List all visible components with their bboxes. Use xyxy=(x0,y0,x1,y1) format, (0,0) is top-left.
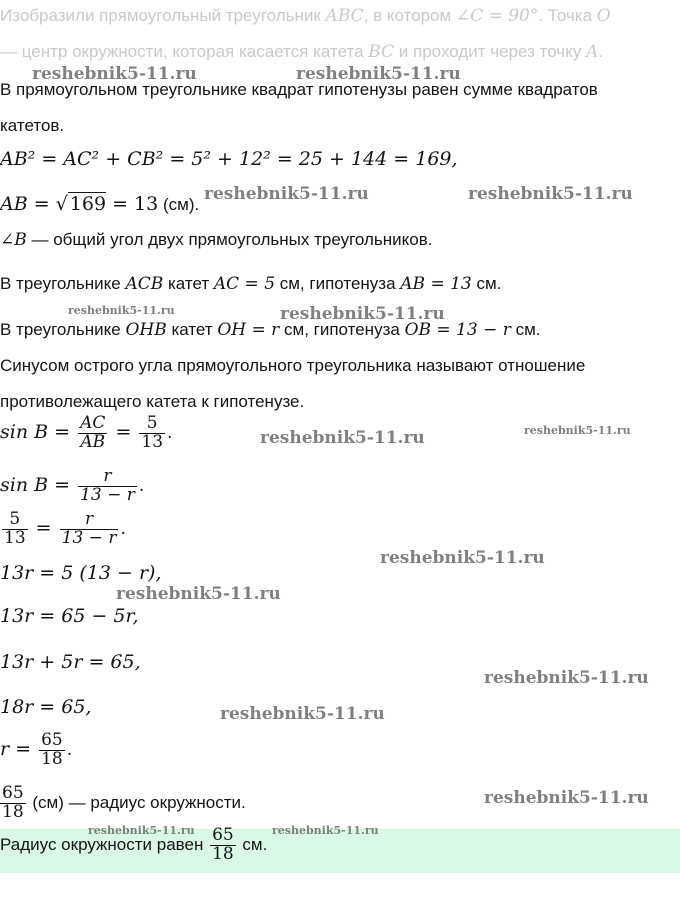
watermark: reshebnik5-11.ru xyxy=(272,824,379,837)
fraction-numerator: r xyxy=(103,466,112,486)
equation-sin-b-2 xyxy=(0,468,144,505)
fraction-denominator: AB xyxy=(78,433,107,452)
fraction-denominator: 18 xyxy=(41,748,63,769)
equation-r-value xyxy=(0,732,72,769)
punctuation: . xyxy=(66,739,73,760)
body-text: см. xyxy=(471,274,502,293)
equation-step-3: 13r + 5r = 65, xyxy=(0,651,141,673)
watermark: reshebnik5-11.ru xyxy=(204,184,369,204)
equation-ab-squared: AB² = AC² + CB² = 5² + 12² = 25 + 144 = 169, xyxy=(0,148,458,170)
intro-text: , в котором xyxy=(363,6,456,25)
fraction-denominator: 18 xyxy=(2,801,24,822)
watermark: reshebnik5-11.ru xyxy=(380,548,545,568)
equation-proportion xyxy=(0,511,126,548)
watermark: reshebnik5-11.ru xyxy=(88,824,195,837)
fraction-numerator: 65 xyxy=(2,783,24,803)
intro-line-2 xyxy=(0,42,603,62)
equation-ab xyxy=(0,193,199,216)
watermark: reshebnik5-11.ru xyxy=(280,304,445,324)
intro-line-1 xyxy=(0,6,611,26)
fraction-numerator: r xyxy=(84,509,94,529)
sqrt-radicand: 169 xyxy=(69,193,107,215)
paragraph-sine-def: Синусом острого угла прямоугольного треугольника называют отношение xyxy=(0,356,586,375)
fraction-denominator: 18 xyxy=(212,843,234,864)
body-text: катет xyxy=(166,320,218,339)
fraction xyxy=(78,415,107,452)
watermark: reshebnik5-11.ru xyxy=(220,704,385,724)
fraction-denominator: 13 xyxy=(4,527,26,548)
watermark: reshebnik5-11.ru xyxy=(116,584,281,604)
watermark: reshebnik5-11.ru xyxy=(468,184,633,204)
answer-text: см. xyxy=(237,834,268,854)
body-text: см, гипотенуза xyxy=(275,274,401,293)
watermark: reshebnik5-11.ru xyxy=(260,428,425,448)
math-text: = xyxy=(29,516,58,539)
sqrt-symbol: √ xyxy=(55,193,68,215)
answer-fraction xyxy=(210,827,236,864)
body-text: см. xyxy=(510,320,541,339)
math-text: AC = 5 xyxy=(213,274,276,294)
intro-text: — центр окружности, которая касается катета xyxy=(0,42,369,61)
fraction-numerator: 5 xyxy=(146,413,158,433)
body-text: В треугольнике xyxy=(0,274,126,293)
body-text: В треугольнике xyxy=(0,320,126,339)
paragraph-sine-def-cont: противолежащего катета к гипотенузе. xyxy=(0,392,305,411)
fraction xyxy=(139,415,165,452)
math-text: OH = r xyxy=(217,320,280,340)
math-text: ACB xyxy=(125,274,164,294)
math-text: OB = 13 − r xyxy=(404,320,511,340)
intro-text: и проходит через точку xyxy=(394,42,587,61)
fraction xyxy=(78,468,137,505)
math-text: AB = xyxy=(0,193,56,215)
equation-sin-b-1 xyxy=(0,415,172,452)
punctuation: . xyxy=(138,475,145,496)
intro-math: BC xyxy=(368,42,395,62)
equation-step-1: 13r = 5 (13 − r), xyxy=(0,562,162,584)
body-text: (см) — радиус окружности. xyxy=(27,792,246,812)
fraction-denominator: 13 xyxy=(141,431,164,452)
watermark: reshebnik5-11.ru xyxy=(484,668,649,688)
intro-math: O xyxy=(596,6,611,26)
paragraph-common-angle xyxy=(0,230,433,250)
watermark: reshebnik5-11.ru xyxy=(524,424,631,437)
punctuation: . xyxy=(120,518,126,539)
math-text: sin B = xyxy=(0,420,77,443)
intro-text: . Точка xyxy=(538,6,597,25)
math-text: = xyxy=(109,420,138,443)
intro-math: A xyxy=(586,42,599,62)
math-text: r = xyxy=(0,737,38,760)
watermark: reshebnik5-11.ru xyxy=(296,64,461,84)
result-radius xyxy=(0,785,246,822)
intro-math: ∠C = 90° xyxy=(455,6,539,26)
intro-text: . xyxy=(598,42,604,61)
fraction-numerator: 65 xyxy=(41,730,63,750)
paragraph-triangle-acb xyxy=(0,274,501,294)
intro-math: ABC xyxy=(325,6,364,26)
math-text: sin B = xyxy=(0,473,77,496)
fraction-denominator: 13 − r xyxy=(80,484,135,505)
paragraph-pythagoras: В прямоугольном треугольнике квадрат гипотенузы равен сумме квадратов xyxy=(0,80,598,99)
fraction xyxy=(39,732,65,769)
paragraph-triangle-ohb xyxy=(0,320,541,340)
watermark: reshebnik5-11.ru xyxy=(68,304,175,317)
body-text: — общий угол двух прямоугольных треугольников. xyxy=(26,230,433,249)
fraction xyxy=(60,511,119,548)
watermark: reshebnik5-11.ru xyxy=(32,64,197,84)
punctuation: . xyxy=(167,422,173,443)
body-text: см, гипотенуза xyxy=(279,320,405,339)
fraction-numerator: 5 xyxy=(9,509,21,529)
equation-step-4: 18r = 65, xyxy=(0,696,92,718)
math-text: OHB xyxy=(125,320,167,340)
fraction-denominator: 13 − r xyxy=(61,527,117,548)
fraction xyxy=(0,785,26,822)
fraction xyxy=(2,511,28,548)
math-text: = 13 xyxy=(106,193,159,215)
fraction-numerator: AC xyxy=(80,413,106,433)
fraction-numerator: 65 xyxy=(212,825,234,845)
equation-step-2: 13r = 65 − 5r, xyxy=(0,605,139,627)
math-text: AB = 13 xyxy=(400,274,472,294)
math-text: ∠B xyxy=(0,230,27,250)
body-text: катет xyxy=(163,274,214,293)
answer-text: Радиус окружности равен xyxy=(0,834,209,854)
unit-text: (см). xyxy=(158,195,200,214)
paragraph-pythagoras-cont: катетов. xyxy=(0,116,65,135)
watermark: reshebnik5-11.ru xyxy=(484,788,649,808)
intro-text: Изобразили прямоугольный треугольник xyxy=(0,6,326,25)
